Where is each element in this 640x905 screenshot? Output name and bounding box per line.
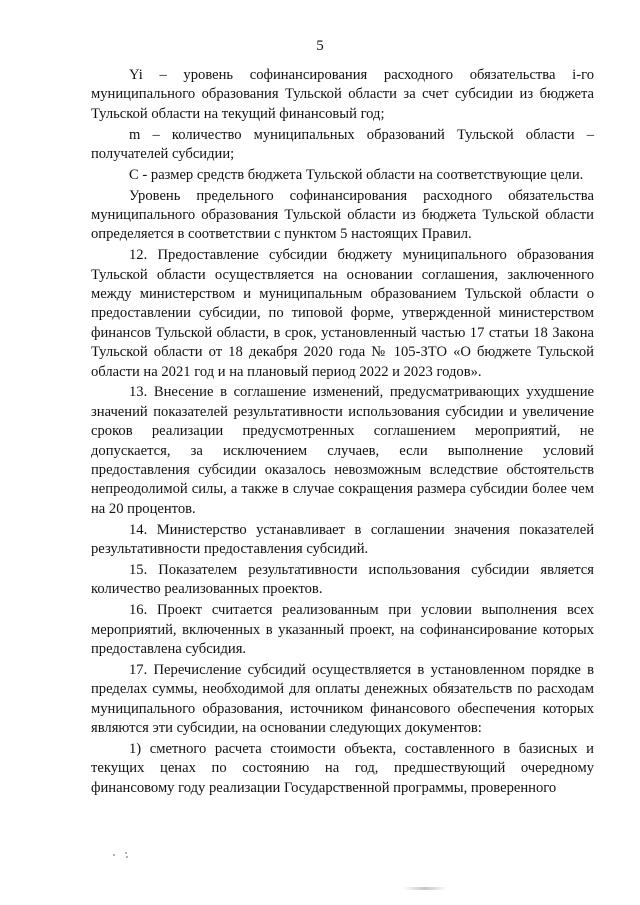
paragraph-clause-12: 12. Предоставление субсидии бюджету муниципального образования Тульской области осуществляется на основании соглашения, заключенного между министерством и муниципальным образованием Тульской области о предоставлении субсидии, по типовой форме, утвержденной министерством финансов Тульской области, в срок, установленный частью 17 статьи 18 Закона Тульской области от 18 декабря 2020 года № 105-ЗТО «О бюджете Тульской области на 2021 год и на плановый период 2022 и 2023 годов». <box>91 247 594 380</box>
scan-artifact-smudge <box>403 887 447 890</box>
paragraph-c-definition: С - размер средств бюджета Тульской области на соответствующие цели. <box>129 166 584 183</box>
paragraph-clause-16: 16. Проект считается реализованным при условии выполнения всех мероприятий, включенных в указанный проект, на софинансирование которых предоставлена субсидия. <box>91 602 594 657</box>
paragraph-cofinancing-level: Уровень предельного софинансирования расходного обязательства муниципального образования Тульской области из бюджета Тульской области определяется в соответствии с пунктом 5 настоящих Правил. <box>91 187 594 243</box>
scan-artifact-dots <box>113 852 133 858</box>
paragraph-clause-13: 13. Внесение в соглашение изменений, предусматривающих ухудшение значений показателей результативности использования субсидии и увеличение сроков реализации предусмотренных соглашением мероприятий, не допускается, за исключением случаев, если выполнение условий предоставления субсидии оказалось невозможным вследствие обстоятельств непреодолимой силы, а также в случае сокращения размера субсидии более чем на 20 процентов. <box>91 384 594 517</box>
paragraph-yi-definition: Yi – уровень софинансирования расходного обязательства i-го муниципального образования Тульской области за счет субсидии из бюджета Тульской области на текущий финансовый год; <box>91 67 594 122</box>
paragraph-list-item-1: 1) сметного расчета стоимости объекта, составленного в базисных и текущих ценах по состоянию на год, предшествующий очередному финансовому году реализации Государственной программы, проверенного <box>91 740 594 796</box>
paragraph-clause-14: 14. Министерство устанавливает в соглашении значения показателей результативности предоставления субсидий. <box>91 521 594 558</box>
document-body <box>91 66 594 799</box>
paragraph-clause-17: 17. Перечисление субсидий осуществляется в установленном порядке в пределах суммы, необходимой для оплаты денежных обязательств по расходам муниципального образования, источником финансового обеспечения которых являются эти субсидии, на основании следующих документов: <box>91 661 594 736</box>
paragraph-m-definition: m – количество муниципальных образований Тульской области – получателей субсидии; <box>91 126 594 163</box>
paragraph-clause-15: 15. Показателем результативности использования субсидии является количество реализованных проектов. <box>91 561 594 598</box>
page-number: 5 <box>316 38 324 54</box>
